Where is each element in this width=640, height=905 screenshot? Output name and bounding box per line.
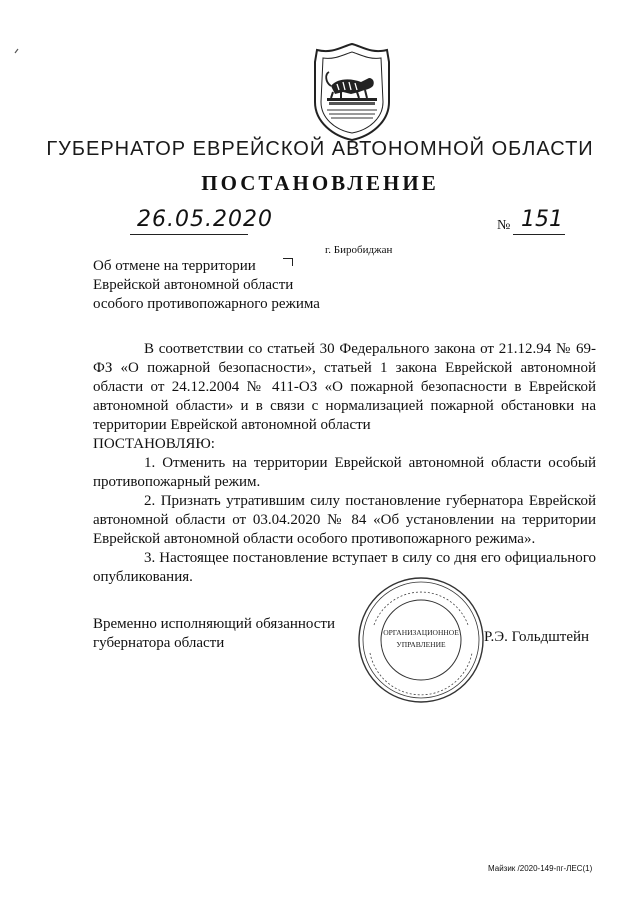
- scan-mark: [14, 48, 20, 54]
- official-stamp: [356, 575, 486, 705]
- decree-number: 151: [521, 207, 563, 232]
- authority-heading: ГУБЕРНАТОР ЕВРЕЙСКОЙ АВТОНОМНОЙ ОБЛАСТИ: [46, 138, 594, 160]
- clause-3: 3. Настоящее постановление вступает в силу со дня его официального опубликования.: [93, 550, 596, 585]
- date-underline: [130, 234, 248, 235]
- subject-line: особого противопожарного режима: [93, 296, 320, 312]
- coat-of-arms-emblem: [303, 42, 401, 142]
- stamp-inner-text: ОРГАНИЗАЦИОННОЕ: [383, 628, 459, 637]
- position-line: Временно исполняющий обязанности: [93, 616, 336, 632]
- city-label: г. Биробиджан: [325, 244, 393, 256]
- signer-name: Р.Э. Гольдштейн: [484, 629, 590, 645]
- number-sign: №: [497, 218, 511, 233]
- footer-reference: Майзик /2020-149-пг-ЛЕС(1): [488, 864, 593, 873]
- subject-line: Еврейской автономной области: [93, 277, 294, 293]
- clause-1: 1. Отменить на территории Еврейской автономной области особый противопожарный режим.: [93, 455, 596, 490]
- number-underline: [513, 234, 565, 235]
- resolution-word: ПОСТАНОВЛЯЮ:: [93, 436, 215, 452]
- clause-2: 2. Признать утратившим силу постановление губернатора Еврейской автономной области от 03.04.2020 № 84 «Об установлении на территории Еврейской автономной области особого противопожарного режима».: [93, 493, 596, 547]
- decree-subject: [93, 257, 353, 314]
- document-type-title: ПОСТАНОВЛЕНИЕ: [201, 171, 439, 195]
- stamp-inner-text: УПРАВЛЕНИЕ: [396, 640, 446, 649]
- subject-bracket: [283, 258, 293, 266]
- position-line: губернатора области: [93, 635, 225, 651]
- signatory-position: [93, 615, 353, 653]
- decree-date: 26.05.2020: [137, 207, 273, 232]
- decree-body: [93, 340, 596, 587]
- subject-line: Об отмене на территории: [93, 258, 256, 274]
- preamble-paragraph: В соответствии со статьей 30 Федерального закона от 21.12.94 № 69-ФЗ «О пожарной безопасности», статьей 1 закона Еврейской автономной области от 24.12.2004 № 411-ОЗ «О пожарной безопасности в Еврейской автономной области» и в связи с нормализацией пожарной обстановки на территории Еврейской автономной области: [93, 341, 596, 433]
